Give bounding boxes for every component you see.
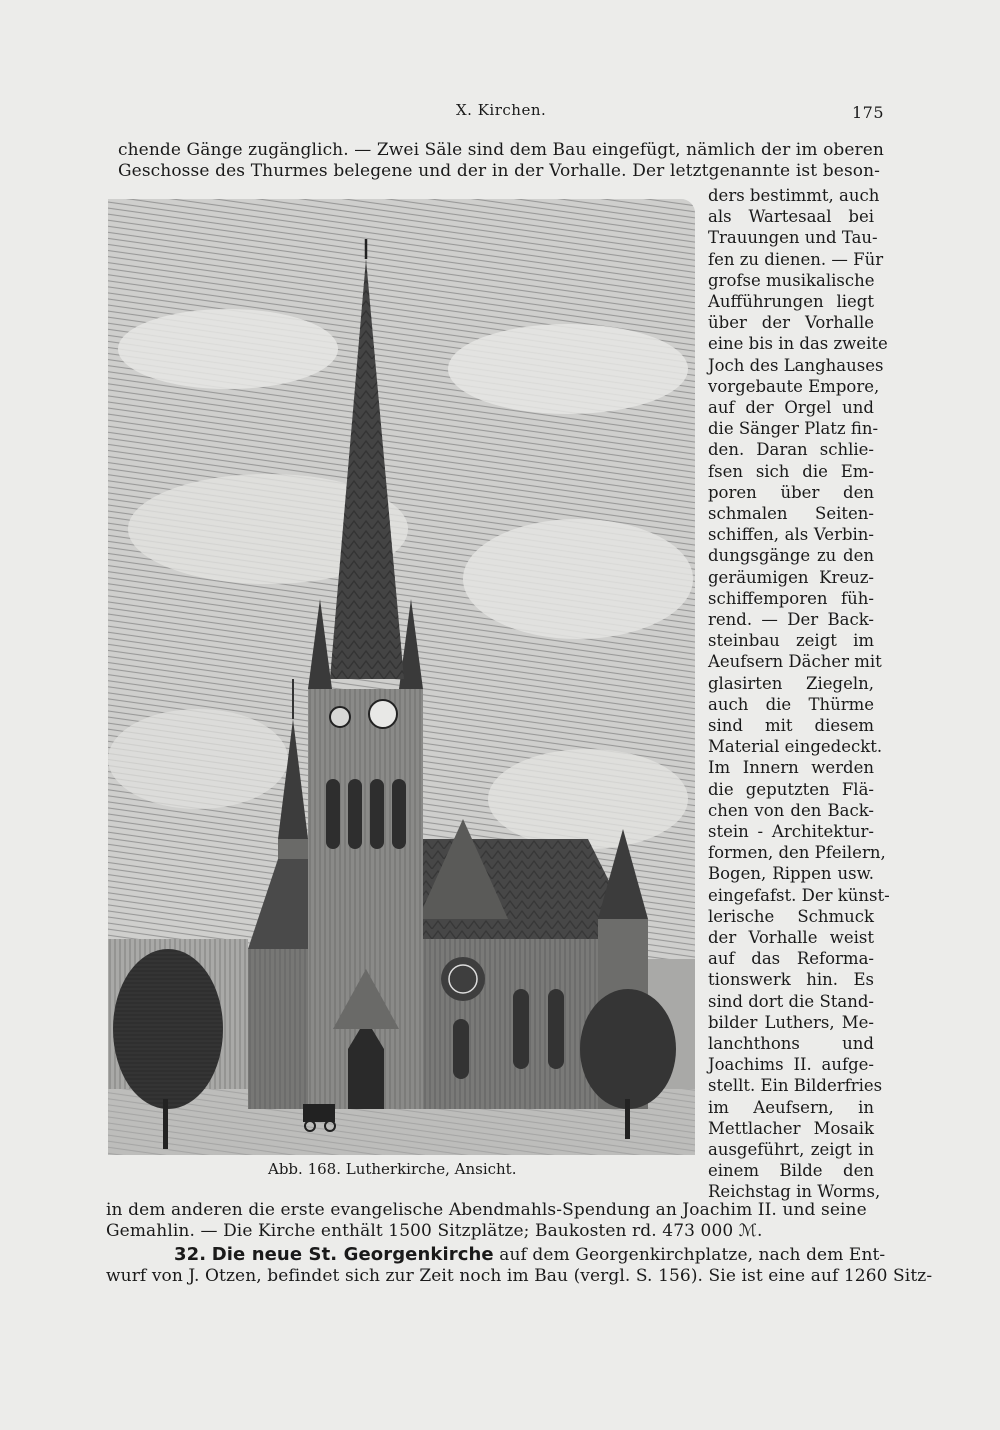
side-text-line: Trauungen und Tau- (708, 228, 878, 248)
side-text-line: als Wartesaal bei (708, 207, 874, 227)
side-text-line: eingefafst. Der künst- (708, 885, 890, 905)
side-text-line: Bogen, Rippen usw. (708, 864, 874, 884)
side-text-line: glasirten Ziegeln, (708, 673, 874, 693)
side-text-line: stein - Architektur- (708, 822, 874, 841)
side-text-line: Mettlacher Mosaik (708, 1118, 874, 1138)
figure-caption: Abb. 168. Lutherkirche, Ansicht. (268, 1160, 517, 1178)
side-text-line: auch die Thürme (708, 694, 874, 714)
side-text-line: sind mit diesem (708, 716, 874, 735)
side-text-line: Aufführungen liegt (708, 292, 874, 311)
side-text-line: eine bis in das zweite (708, 334, 888, 354)
side-text-line: über der Vorhalle (708, 313, 874, 333)
side-text-line: steinbau zeigt im (708, 631, 874, 651)
side-text-line: Im Innern werden (708, 758, 874, 778)
side-text-line: den. Daran schlie- (708, 440, 874, 460)
side-text-line: Material eingedeckt. (708, 737, 883, 757)
side-text-line: Reichstag in Worms, (708, 1182, 881, 1202)
side-text-line: im Aeufsern, in (708, 1097, 874, 1117)
side-text-line: tionswerk hin. Es (708, 970, 874, 990)
side-text-line: schiffen, als Verbin- (708, 525, 874, 545)
side-text-line: chen von den Back- (708, 800, 874, 820)
page-number: 175 (852, 103, 885, 122)
side-text-line: ausgeführt, zeigt in (708, 1140, 874, 1159)
side-text-line: fsen sich die Em- (708, 461, 874, 481)
side-text-line: sind dort die Stand- (708, 991, 874, 1011)
side-text-line: stellt. Ein Bilderfries (708, 1076, 883, 1096)
side-text-line: einem Bilde den (708, 1161, 874, 1181)
text-line: chende Gänge zugänglich. — Zwei Säle sind dem Bau eingefügt, nämlich der im oberen (118, 140, 884, 160)
side-text-line: auf das Reforma- (708, 949, 874, 969)
church-engraving (108, 199, 695, 1155)
text-line: wurf von J. Otzen, befindet sich zur Zeit noch im Bau (vergl. S. 156). Sie ist eine auf 1260 Sitz- (106, 1266, 933, 1286)
side-text-line: die Sänger Platz fin- (708, 419, 879, 439)
side-text-line: geräumigen Kreuz- (708, 567, 874, 587)
side-text-line: vorgebaute Empore, (708, 376, 880, 396)
side-text-line: die geputzten Flä- (708, 779, 874, 799)
side-text-line: Joch des Langhauses (708, 355, 884, 375)
side-text-line: schiffemporen füh- (708, 588, 874, 608)
side-text-line: fen zu dienen. — Für (708, 249, 884, 269)
text-line: in dem anderen die erste evangelische Abendmahls-Spendung an Joachim II. und seine (106, 1200, 867, 1220)
running-header: X. Kirchen. (456, 101, 547, 119)
section-title: Die neue St. Georgenkirche (211, 1244, 494, 1265)
side-text-line: auf der Orgel und (708, 398, 874, 417)
side-text-line: formen, den Pfeilern, (708, 843, 886, 863)
text-line: Geschosse des Thurmes belegene und der in der Vorhalle. Der letztgenannte ist beson- (118, 161, 880, 181)
side-text-line: rend. — Der Back- (708, 610, 874, 629)
side-text-line: Aeufsern Dächer mit (708, 652, 882, 672)
side-text-line: bilder Luthers, Me- (708, 1012, 874, 1032)
section-text: auf dem Georgenkirchplatze, nach dem Ent- (493, 1245, 886, 1265)
side-text-line: ders bestimmt, auch (708, 186, 880, 205)
side-text-line: grofse musikalische (708, 270, 875, 290)
section-number: 32. (174, 1244, 207, 1265)
side-text-line: poren über den (708, 482, 874, 502)
side-text-line: lerische Schmuck (708, 906, 874, 926)
text-line: Gemahlin. — Die Kirche enthält 1500 Sitzplätze; Baukosten rd. 473 000 ℳ. (106, 1221, 763, 1241)
side-text-line: der Vorhalle weist (708, 928, 874, 947)
side-text-line: dungsgänge zu den (708, 546, 874, 566)
side-text-line: Joachims II. aufge- (708, 1055, 874, 1075)
side-text-line: schmalen Seiten- (708, 504, 874, 523)
lutherkirche-illustration (108, 199, 695, 1155)
side-text-line: lanchthons und (708, 1034, 874, 1053)
section-heading-line (174, 1244, 885, 1266)
